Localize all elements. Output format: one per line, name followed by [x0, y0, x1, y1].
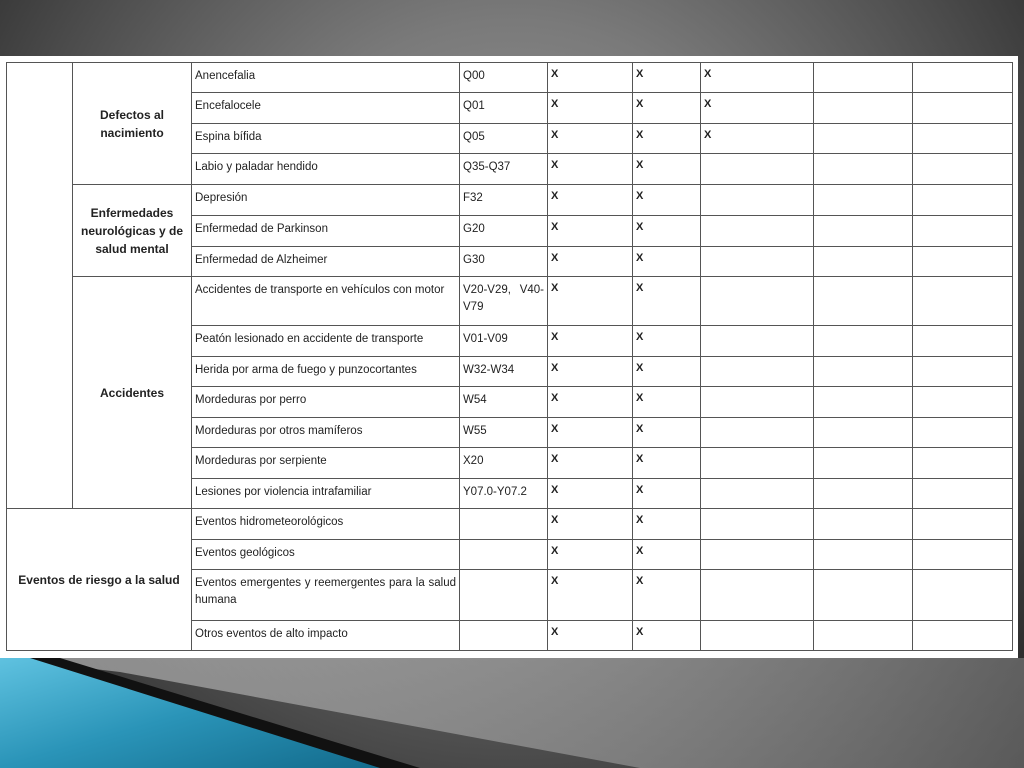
icd-code-cell: Q01	[460, 93, 548, 124]
icd-code-cell: Q00	[460, 63, 548, 93]
mark-cell: X	[548, 479, 633, 509]
group-label-cell: Eventos de riesgo a la salud	[7, 509, 192, 651]
mark-cell: X	[548, 357, 633, 387]
mark-cell: X	[701, 93, 814, 124]
icd-code-cell: W55	[460, 418, 548, 448]
table-row	[7, 63, 1013, 93]
icd-code-cell: F32	[460, 185, 548, 216]
mark-cell: X	[548, 540, 633, 570]
icd-code-cell	[460, 621, 548, 651]
mark-cell	[913, 326, 1013, 357]
mark-cell	[814, 154, 913, 185]
event-name-cell: Anencefalia	[192, 63, 460, 93]
event-name-cell: Lesiones por violencia intrafamiliar	[192, 479, 460, 509]
mark-cell	[701, 448, 814, 479]
mark-cell	[701, 357, 814, 387]
mark-cell	[913, 216, 1013, 247]
event-name-cell: Encefalocele	[192, 93, 460, 124]
mark-cell	[913, 247, 1013, 277]
mark-cell	[701, 540, 814, 570]
mark-cell: X	[548, 418, 633, 448]
event-name-cell: Peatón lesionado en accidente de transporte	[192, 326, 460, 357]
event-name-cell: Mordeduras por perro	[192, 387, 460, 418]
mark-cell	[913, 124, 1013, 154]
mark-cell: X	[633, 185, 701, 216]
mark-cell	[701, 418, 814, 448]
icd-code-cell	[460, 570, 548, 621]
mark-cell	[701, 509, 814, 540]
icd-code-cell: W54	[460, 387, 548, 418]
event-name-cell: Enfermedad de Parkinson	[192, 216, 460, 247]
mark-cell	[913, 154, 1013, 185]
event-name-cell: Mordeduras por serpiente	[192, 448, 460, 479]
mark-cell: X	[633, 63, 701, 93]
icd-code-cell: V01-V09	[460, 326, 548, 357]
icd-code-cell: W32-W34	[460, 357, 548, 387]
mark-cell	[814, 479, 913, 509]
table-panel	[0, 56, 1018, 658]
event-name-cell: Herida por arma de fuego y punzocortantes	[192, 357, 460, 387]
mark-cell: X	[548, 448, 633, 479]
mark-cell	[814, 124, 913, 154]
mark-cell: X	[633, 277, 701, 326]
mark-cell: X	[548, 387, 633, 418]
icd-code-cell: G30	[460, 247, 548, 277]
mark-cell	[814, 326, 913, 357]
mark-cell	[701, 247, 814, 277]
mark-cell	[814, 418, 913, 448]
mark-cell	[701, 154, 814, 185]
mark-cell	[814, 277, 913, 326]
mark-cell	[701, 570, 814, 621]
mark-cell	[814, 357, 913, 387]
mark-cell: X	[701, 124, 814, 154]
icd-code-cell	[460, 540, 548, 570]
mark-cell	[814, 93, 913, 124]
mark-cell	[701, 216, 814, 247]
mark-cell	[814, 387, 913, 418]
mark-cell: X	[633, 479, 701, 509]
mark-cell	[701, 185, 814, 216]
mark-cell	[913, 418, 1013, 448]
mark-cell: X	[548, 621, 633, 651]
outer-category-cell	[7, 63, 73, 509]
mark-cell	[913, 277, 1013, 326]
mark-cell	[913, 185, 1013, 216]
event-name-cell: Enfermedad de Alzheimer	[192, 247, 460, 277]
mark-cell	[913, 448, 1013, 479]
table-row	[7, 509, 1013, 540]
mark-cell: X	[633, 357, 701, 387]
mark-cell: X	[633, 387, 701, 418]
icd-code-cell	[460, 509, 548, 540]
mark-cell: X	[548, 570, 633, 621]
event-name-cell: Eventos hidrometeorológicos	[192, 509, 460, 540]
mark-cell: X	[633, 93, 701, 124]
event-name-cell: Mordeduras por otros mamíferos	[192, 418, 460, 448]
mark-cell: X	[548, 326, 633, 357]
mark-cell	[814, 63, 913, 93]
mark-cell: X	[548, 63, 633, 93]
mark-cell	[814, 247, 913, 277]
mark-cell	[814, 540, 913, 570]
mark-cell	[814, 570, 913, 621]
mark-cell: X	[548, 277, 633, 326]
event-name-cell: Labio y paladar hendido	[192, 154, 460, 185]
mark-cell: X	[548, 124, 633, 154]
mark-cell	[913, 93, 1013, 124]
mark-cell: X	[633, 154, 701, 185]
mark-cell	[814, 509, 913, 540]
mark-cell	[701, 621, 814, 651]
event-name-cell: Eventos emergentes y reemergentes para la salud humana	[192, 570, 460, 621]
group-label-cell: Enfermedades neurológicas y de salud mental	[73, 185, 192, 277]
mark-cell: X	[633, 247, 701, 277]
mark-cell	[814, 185, 913, 216]
mark-cell: X	[548, 509, 633, 540]
mark-cell: X	[633, 621, 701, 651]
mark-cell: X	[633, 570, 701, 621]
mark-cell	[701, 326, 814, 357]
icd-code-cell: Q35-Q37	[460, 154, 548, 185]
mark-cell: X	[633, 448, 701, 479]
mark-cell	[913, 540, 1013, 570]
mark-cell: X	[548, 185, 633, 216]
mark-cell: X	[633, 326, 701, 357]
mark-cell	[913, 570, 1013, 621]
mark-cell: X	[548, 93, 633, 124]
mark-cell	[701, 387, 814, 418]
mark-cell: X	[633, 418, 701, 448]
mark-cell: X	[548, 247, 633, 277]
group-label-cell: Defectos al nacimiento	[73, 63, 192, 185]
mark-cell: X	[701, 63, 814, 93]
surveillance-table	[6, 62, 1013, 651]
mark-cell	[814, 621, 913, 651]
event-name-cell: Depresión	[192, 185, 460, 216]
event-name-cell: Espina bífida	[192, 124, 460, 154]
event-name-cell: Accidentes de transporte en vehículos con motor	[192, 277, 460, 326]
mark-cell	[913, 63, 1013, 93]
table-row	[7, 185, 1013, 216]
mark-cell: X	[633, 509, 701, 540]
group-label-cell: Accidentes	[73, 277, 192, 509]
mark-cell	[913, 509, 1013, 540]
icd-code-cell: G20	[460, 216, 548, 247]
mark-cell	[701, 277, 814, 326]
mark-cell	[814, 448, 913, 479]
icd-code-cell: Q05	[460, 124, 548, 154]
event-name-cell: Eventos geológicos	[192, 540, 460, 570]
mark-cell	[913, 357, 1013, 387]
mark-cell	[913, 621, 1013, 651]
mark-cell: X	[548, 154, 633, 185]
icd-code-cell: Y07.0-Y07.2	[460, 479, 548, 509]
mark-cell: X	[548, 216, 633, 247]
mark-cell	[701, 479, 814, 509]
icd-code-cell: X20	[460, 448, 548, 479]
event-name-cell: Otros eventos de alto impacto	[192, 621, 460, 651]
icd-code-cell: V20-V29, V40-V79	[460, 277, 548, 326]
mark-cell: X	[633, 216, 701, 247]
mark-cell: X	[633, 540, 701, 570]
table-row	[7, 277, 1013, 326]
mark-cell: X	[633, 124, 701, 154]
mark-cell	[913, 479, 1013, 509]
mark-cell	[814, 216, 913, 247]
mark-cell	[913, 387, 1013, 418]
